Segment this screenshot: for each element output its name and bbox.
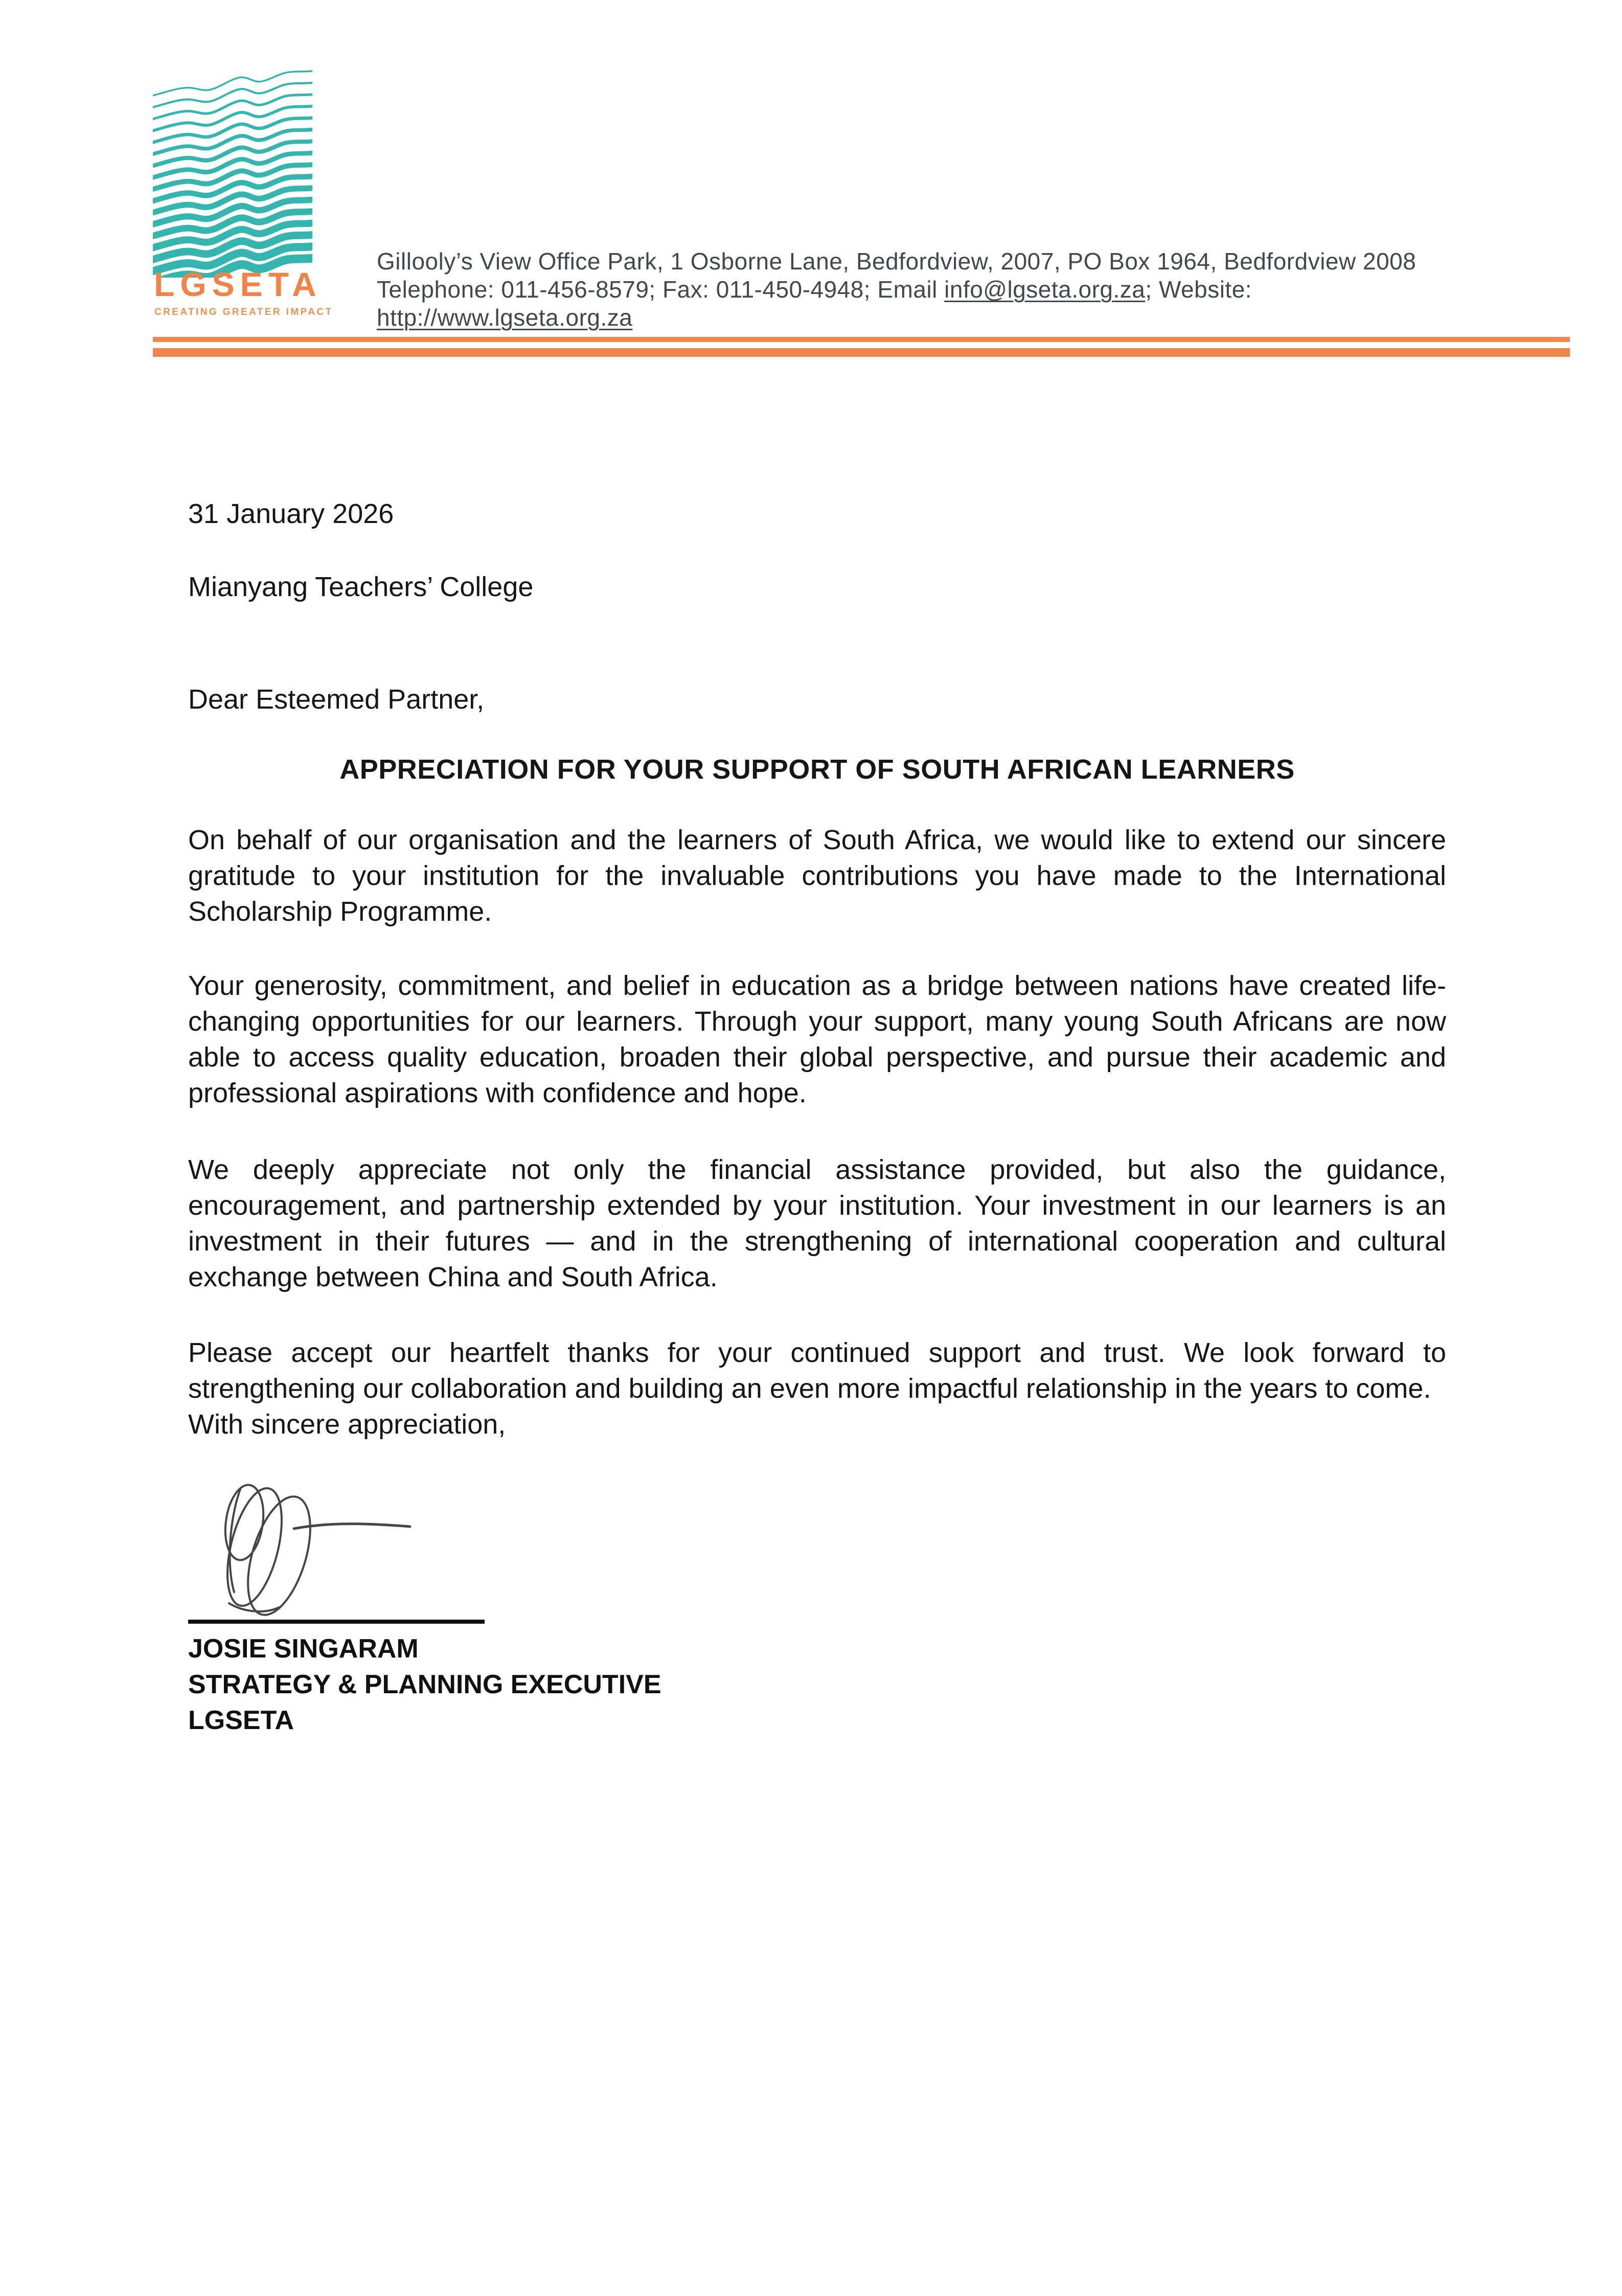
letterhead-contact-block (377, 247, 1532, 332)
letter-subject: APPRECIATION FOR YOUR SUPPORT OF SOUTH AFRICAN LEARNERS (339, 754, 1295, 785)
website-link[interactable]: http://www.lgseta.org.za (377, 304, 633, 331)
letter-recipient: Mianyang Teachers’ College (188, 572, 534, 602)
signatory-title: STRATEGY & PLANNING EXECUTIVE (188, 1670, 661, 1699)
letter-paragraph-3: We deeply appreciate not only the financial assistance provided, but also the guidance, encouragement, and partnership extended by your institution. Your investment in our learners is an investment in their futures — and in the strengthening of international cooperation and cultural exchange between China and South Africa. (188, 1154, 1446, 1292)
letter-paragraph-2: Your generosity, commitment, and belief in education as a bridge between nations have created life-changing opportunities for our learners. Through your support, many young South Africans are now able to access quality education, broaden their global perspective, and pursue their academic and professional aspirations with confidence and hope. (188, 970, 1446, 1108)
contact-prefix: Telephone: 011-456-8579; Fax: 011-450-4948; Email (377, 276, 945, 303)
signature-image (179, 1471, 419, 1625)
signatory-block (188, 1631, 661, 1738)
letterhead-contacts (377, 276, 1532, 304)
waves-logo-icon (153, 69, 312, 278)
letter-date: 31 January 2026 (188, 498, 394, 529)
lgseta-logo (153, 69, 333, 317)
letter-salutation: Dear Esteemed Partner, (188, 684, 485, 715)
logo-tagline: CREATING GREATER IMPACT (154, 307, 333, 317)
letter-paragraph-1: On behalf of our organisation and the learners of South Africa, we would like to extend our sincere gratitude to your institution for the invaluable contributions you have made to the International Scholarship Programme. (188, 825, 1446, 927)
signature-rule (188, 1620, 485, 1624)
letter-closing: With sincere appreciation, (188, 1409, 506, 1440)
letterhead-rule-top (153, 337, 1570, 342)
letterhead-website (377, 304, 1532, 332)
letter-paragraph-4: Please accept our heartfelt thanks for your continued support and trust. We look forward to strengthening our collaboration and building an even more impactful relationship in the years to come. (188, 1337, 1446, 1404)
signatory-name: JOSIE SINGARAM (188, 1634, 419, 1664)
letterhead-address: Gillooly’s View Office Park, 1 Osborne Lane, Bedfordview, 2007, PO Box 1964, Bedfordview 2008 (377, 248, 1417, 275)
signatory-organisation: LGSETA (188, 1706, 294, 1735)
letterhead-rule-bottom (153, 348, 1570, 357)
logo-wordmark: LGSETA (154, 265, 322, 303)
contact-suffix: ; Website: (1145, 276, 1252, 303)
email-link[interactable]: info@lgseta.org.za (944, 276, 1146, 303)
